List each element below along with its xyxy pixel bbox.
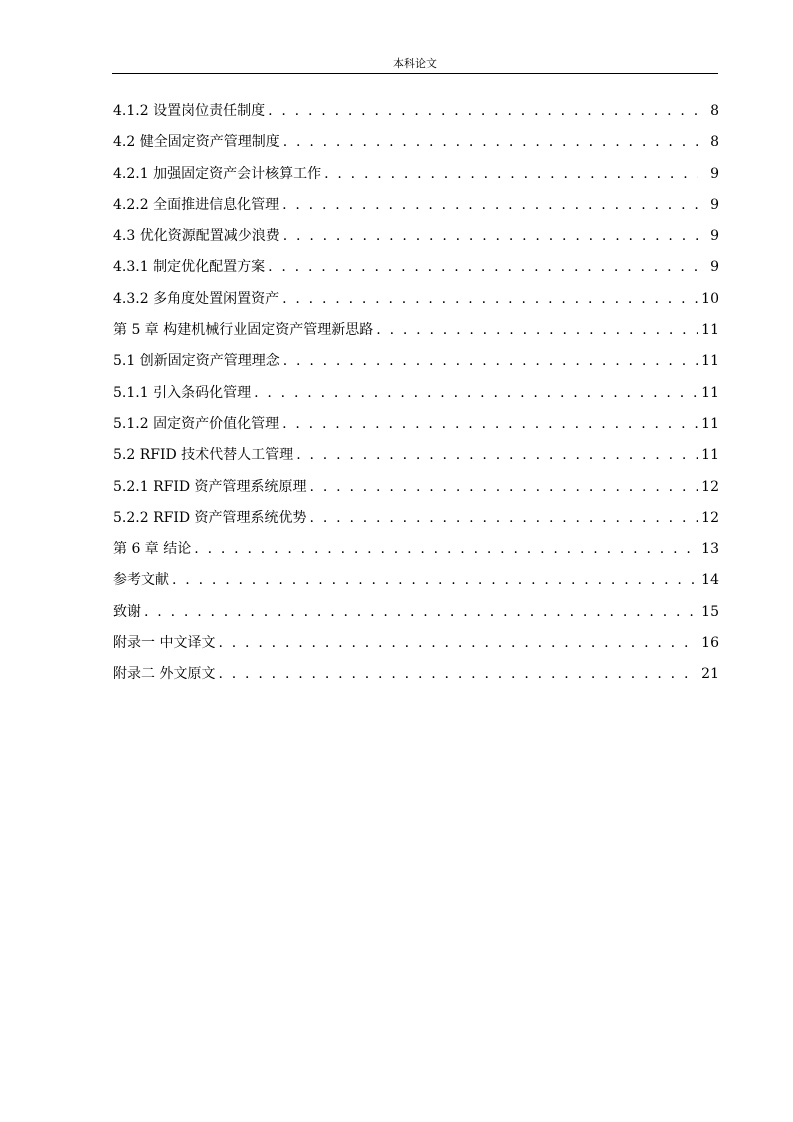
toc-dot-leader bbox=[254, 378, 698, 409]
toc-entry-title: 致谢 bbox=[113, 603, 141, 620]
toc-entry-title: 4.3 优化资源配置减少浪费 bbox=[113, 228, 280, 245]
toc-dot-leader bbox=[218, 628, 698, 659]
toc-dot-leader bbox=[218, 659, 698, 690]
toc-entry-page: 11 bbox=[701, 384, 719, 401]
toc-entry[interactable] bbox=[113, 284, 719, 315]
toc-dot-leader bbox=[324, 159, 698, 190]
toc-entry-title: 5.1.1 引入条码化管理 bbox=[113, 384, 252, 401]
toc-entry[interactable] bbox=[113, 440, 719, 471]
toc-entry-title: 参考文献 bbox=[113, 572, 169, 589]
toc-entry-page: 8 bbox=[710, 103, 719, 119]
toc-entry-title: 5.1 创新固定资产管理理念 bbox=[113, 353, 280, 370]
toc-dot-leader bbox=[194, 534, 698, 565]
toc-entry-title: 4.2.1 加强固定资产会计核算工作 bbox=[113, 165, 322, 182]
toc-entry[interactable] bbox=[113, 534, 719, 565]
toc-entry-page: 11 bbox=[701, 447, 719, 464]
toc-entry-title: 5.2.1 RFID 资产管理系统原理 bbox=[113, 478, 307, 495]
toc-dot-leader bbox=[296, 440, 698, 471]
toc-entry-title: 附录二 外文原文 bbox=[113, 666, 216, 683]
toc-entry-page: 16 bbox=[701, 635, 719, 652]
toc-entry-title: 第 5 章 构建机械行业固定资产管理新思路 bbox=[113, 322, 374, 339]
toc-entry-page: 14 bbox=[701, 572, 719, 589]
toc-entry-page: 21 bbox=[701, 666, 719, 683]
toc-dot-leader bbox=[282, 284, 698, 315]
toc-entry[interactable] bbox=[113, 221, 719, 252]
header-title: 本科论文 bbox=[393, 57, 437, 70]
toc-entry[interactable] bbox=[113, 315, 719, 346]
toc-entry[interactable] bbox=[113, 472, 719, 503]
toc-dot-leader bbox=[283, 346, 698, 377]
toc-entry[interactable] bbox=[113, 96, 719, 127]
toc-dot-leader bbox=[283, 127, 698, 158]
toc-entry-page: 9 bbox=[710, 259, 719, 276]
toc-entry-page: 13 bbox=[701, 541, 719, 558]
toc-entry-page: 11 bbox=[701, 415, 719, 432]
toc-dot-leader bbox=[283, 221, 698, 252]
toc-entry-page: 11 bbox=[701, 353, 719, 370]
toc-dot-leader bbox=[282, 190, 698, 221]
toc-entry-title: 5.2.2 RFID 资产管理系统优势 bbox=[113, 509, 307, 526]
table-of-contents bbox=[113, 96, 719, 691]
toc-dot-leader bbox=[268, 252, 698, 283]
toc-dot-leader bbox=[310, 472, 698, 503]
toc-dot-leader bbox=[282, 409, 698, 440]
toc-entry-title: 5.2 RFID 技术代替人工管理 bbox=[113, 447, 294, 464]
toc-entry-page: 12 bbox=[701, 478, 719, 495]
toc-entry-title: 5.1.2 固定资产价值化管理 bbox=[113, 415, 280, 432]
toc-entry-page: 9 bbox=[710, 228, 719, 245]
toc-entry[interactable] bbox=[113, 628, 719, 659]
toc-entry[interactable] bbox=[113, 659, 719, 690]
toc-entry[interactable] bbox=[113, 597, 719, 628]
toc-entry-title: 4.2.2 全面推进信息化管理 bbox=[113, 196, 280, 213]
toc-dot-leader bbox=[310, 503, 698, 534]
toc-entry[interactable] bbox=[113, 127, 719, 158]
toc-entry[interactable] bbox=[113, 252, 719, 283]
toc-entry-page: 10 bbox=[701, 290, 719, 307]
toc-entry[interactable] bbox=[113, 409, 719, 440]
toc-entry-title: 附录一 中文译文 bbox=[113, 635, 216, 652]
toc-entry-page: 9 bbox=[710, 196, 719, 213]
toc-entry-page: 15 bbox=[701, 603, 719, 620]
toc-entry[interactable] bbox=[113, 565, 719, 596]
toc-entry[interactable] bbox=[113, 346, 719, 377]
toc-entry-page: 11 bbox=[701, 322, 719, 339]
toc-entry-page: 8 bbox=[710, 134, 719, 151]
toc-entry-title: 第 6 章 结论 bbox=[113, 541, 192, 558]
toc-entry[interactable] bbox=[113, 503, 719, 534]
toc-dot-leader bbox=[172, 565, 698, 596]
toc-entry-title: 4.3.2 多角度处置闲置资产 bbox=[113, 290, 280, 307]
toc-entry[interactable] bbox=[113, 190, 719, 221]
toc-entry[interactable] bbox=[113, 378, 719, 409]
toc-entry-title: 4.1.2 设置岗位责任制度 bbox=[113, 103, 266, 119]
toc-entry-title: 4.3.1 制定优化配置方案 bbox=[113, 259, 266, 276]
toc-entry-title: 4.2 健全固定资产管理制度 bbox=[113, 134, 280, 151]
toc-entry-page: 12 bbox=[701, 509, 719, 526]
page-header bbox=[112, 54, 718, 74]
toc-dot-leader bbox=[144, 597, 698, 628]
toc-entry-page: 9 bbox=[710, 165, 719, 182]
toc-dot-leader bbox=[376, 315, 698, 346]
toc-dot-leader bbox=[268, 96, 698, 127]
toc-entry[interactable] bbox=[113, 159, 719, 190]
